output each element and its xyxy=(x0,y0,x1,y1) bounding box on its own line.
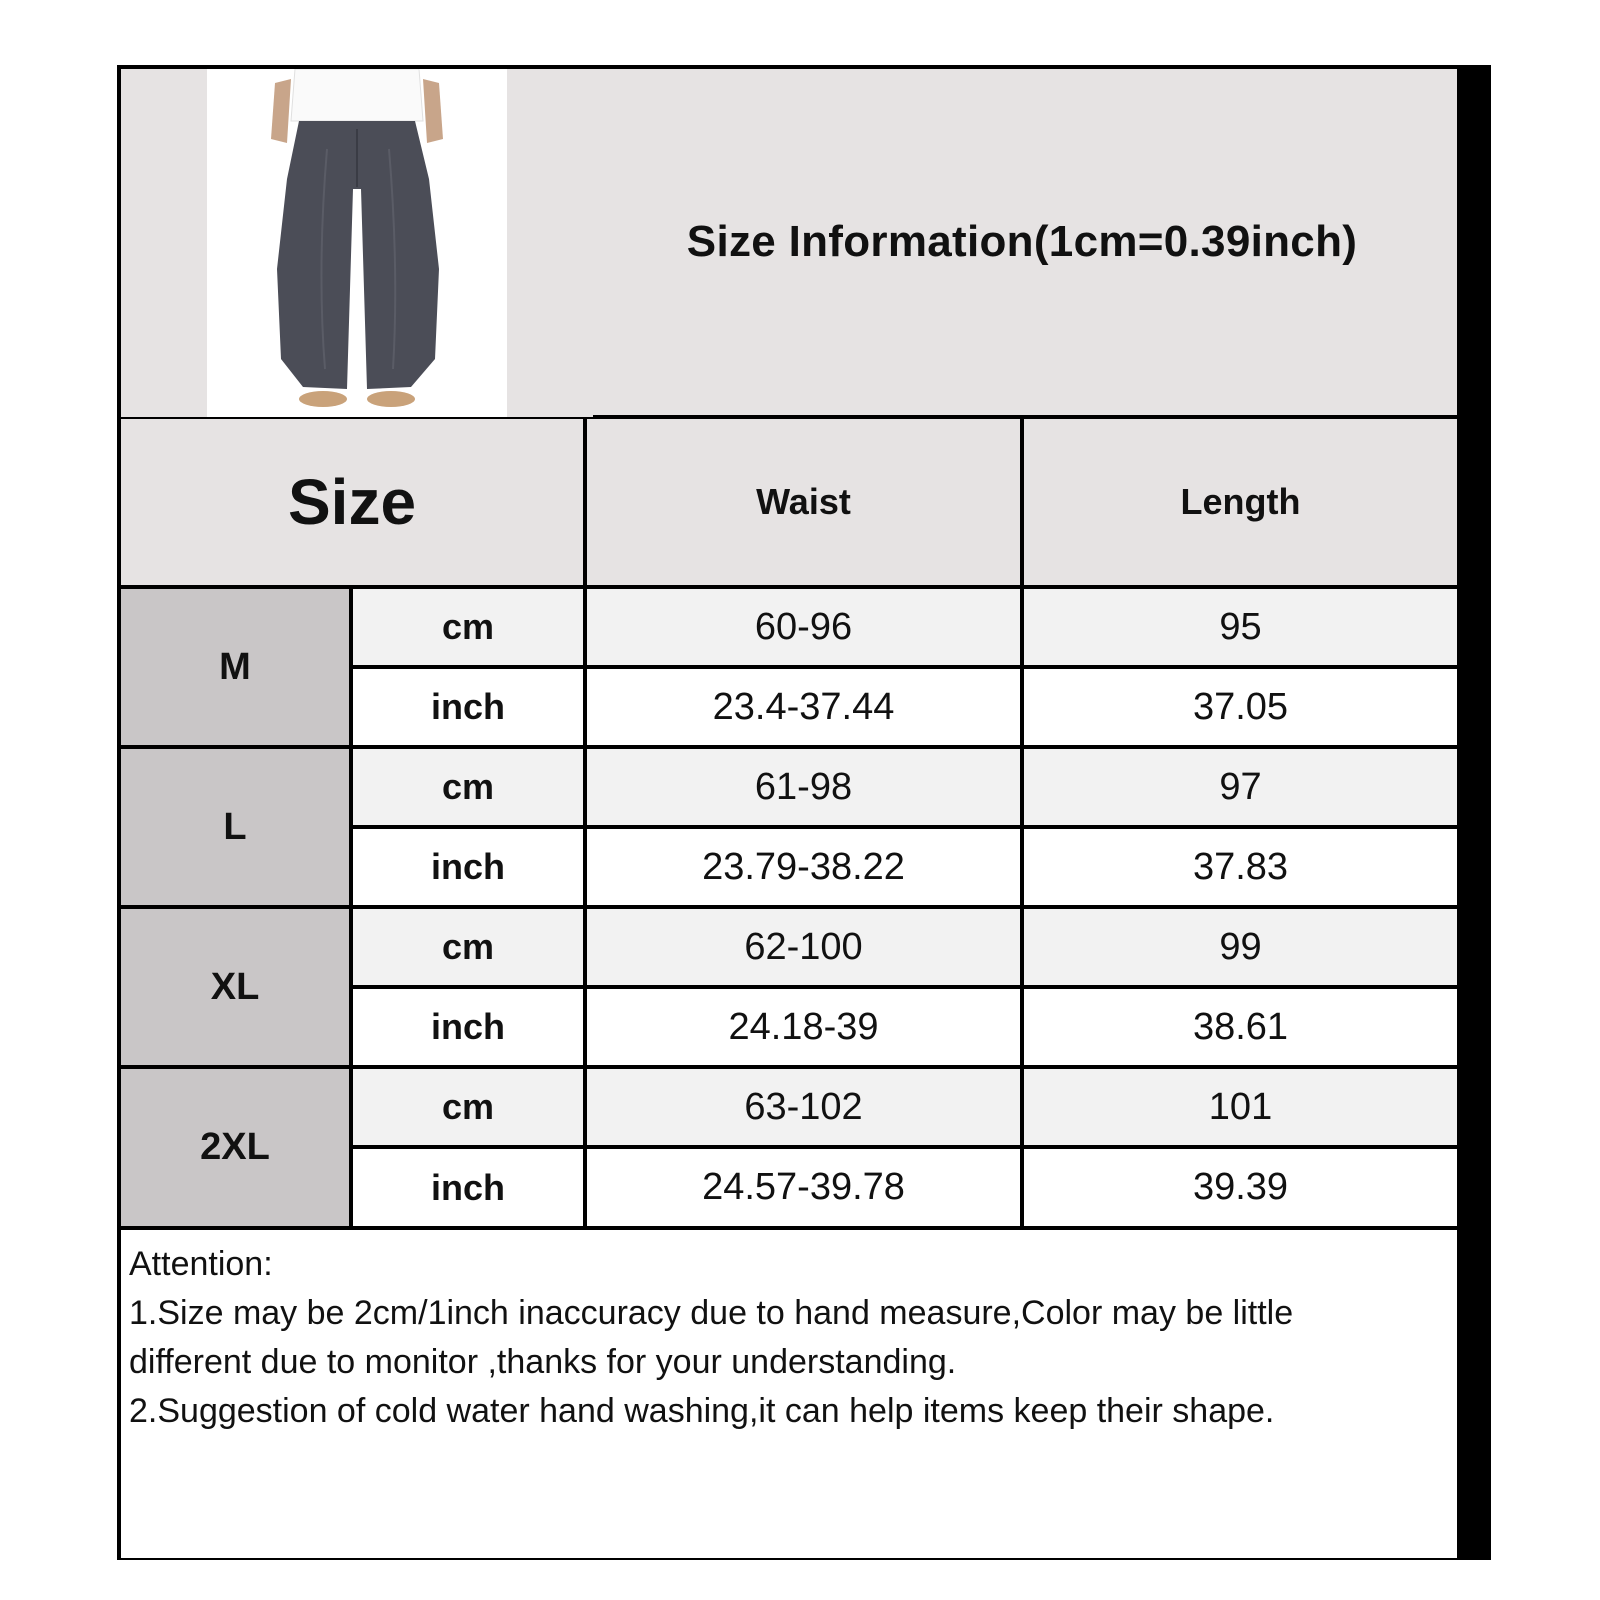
waist-cell: 63-102 xyxy=(587,1069,1020,1145)
size-label-m: M xyxy=(121,589,349,745)
unit-cell: cm xyxy=(353,909,583,985)
size-label-l: L xyxy=(121,749,349,905)
waist-column-header: Waist xyxy=(587,419,1020,585)
length-cell: 39.39 xyxy=(1024,1149,1457,1226)
waist-cell: 61-98 xyxy=(587,749,1020,825)
size-column-header: Size xyxy=(121,419,583,585)
waist-cell: 60-96 xyxy=(587,589,1020,665)
page-title: Size Information(1cm=0.39inch) xyxy=(587,69,1457,415)
attention-notes xyxy=(121,1230,1457,1558)
unit-cell: cm xyxy=(353,1069,583,1145)
size-label-xl: XL xyxy=(121,909,349,1065)
length-column-header: Length xyxy=(1024,419,1457,585)
unit-cell: inch xyxy=(353,669,583,745)
notes-heading: Attention: xyxy=(129,1245,273,1283)
length-cell: 101 xyxy=(1024,1069,1457,1145)
waist-cell: 23.4-37.44 xyxy=(587,669,1020,745)
length-cell: 97 xyxy=(1024,749,1457,825)
unit-cell: cm xyxy=(353,749,583,825)
length-cell: 99 xyxy=(1024,909,1457,985)
waist-cell: 24.18-39 xyxy=(587,989,1020,1065)
waist-cell: 24.57-39.78 xyxy=(587,1149,1020,1226)
size-chart xyxy=(117,65,1491,1560)
length-cell: 38.61 xyxy=(1024,989,1457,1065)
size-label-2xl: 2XL xyxy=(121,1069,349,1226)
length-cell: 37.83 xyxy=(1024,829,1457,905)
unit-cell: cm xyxy=(353,589,583,665)
wide-leg-pants-illustration xyxy=(207,69,507,417)
length-cell: 95 xyxy=(1024,589,1457,665)
note-line: 1.Size may be 2cm/1inch inaccuracy due to hand measure,Color may be little xyxy=(129,1294,1294,1332)
unit-cell: inch xyxy=(353,829,583,905)
waist-cell: 62-100 xyxy=(587,909,1020,985)
note-line: different due to monitor ,thanks for your understanding. xyxy=(129,1343,957,1381)
note-line: 2.Suggestion of cold water hand washing,it can help items keep their shape. xyxy=(129,1392,1275,1430)
waist-cell: 23.79-38.22 xyxy=(587,829,1020,905)
length-cell: 37.05 xyxy=(1024,669,1457,745)
unit-cell: inch xyxy=(353,989,583,1065)
unit-cell: inch xyxy=(353,1149,583,1226)
product-photo xyxy=(121,69,593,417)
